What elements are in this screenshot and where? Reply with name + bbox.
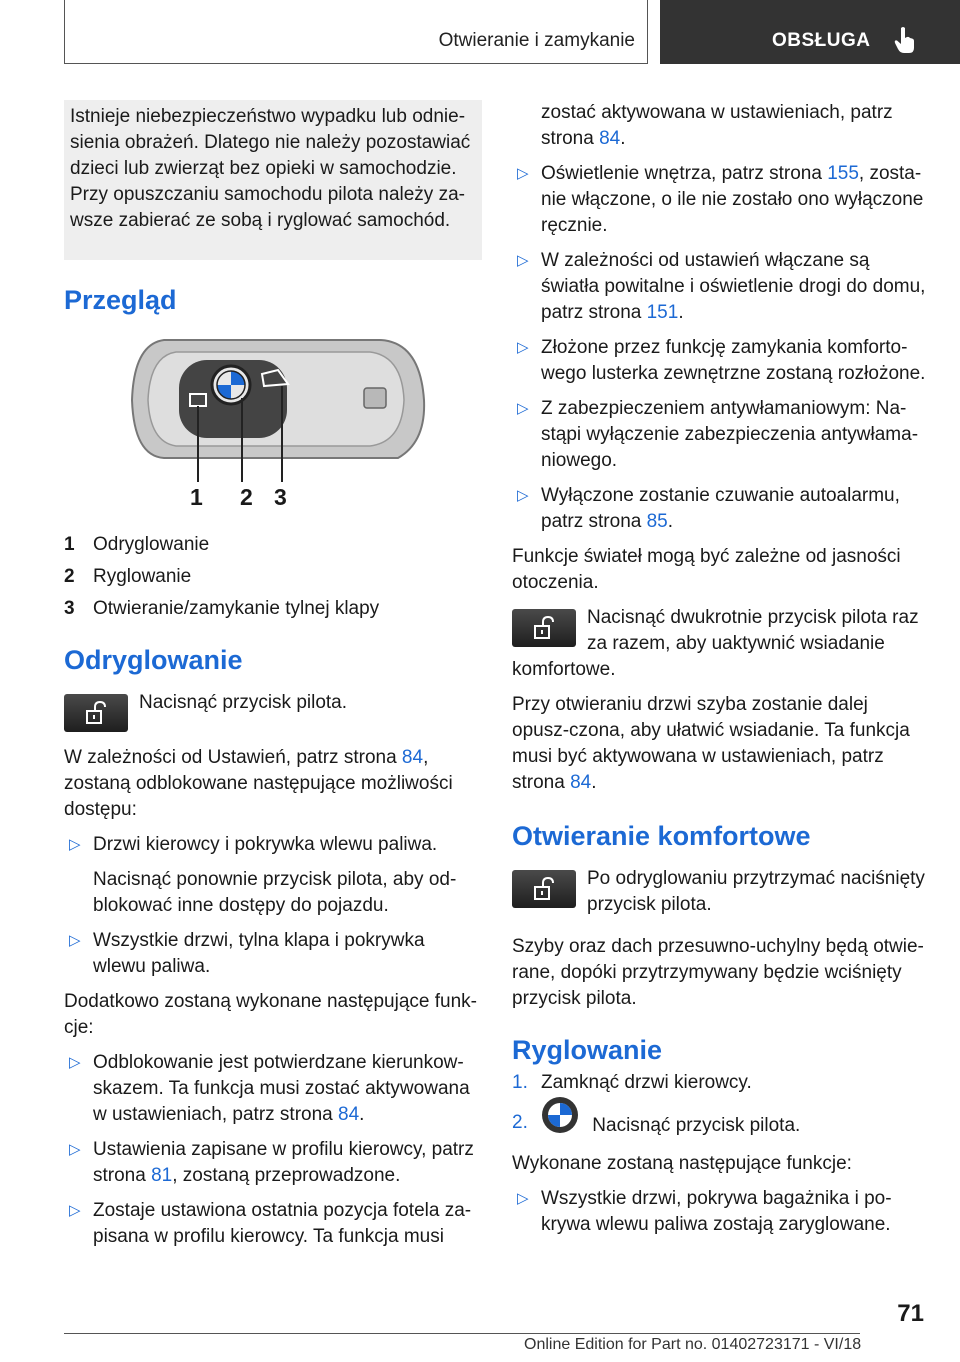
list-item: ▷ Wyłączone zostanie czuwanie autoalarmu, patrz strona 85. — [517, 485, 900, 532]
comfort-button-text: Po odryglowaniu przytrzymać naciśnięty przycisk pilota. — [587, 868, 925, 915]
page-link[interactable]: 84 — [599, 128, 621, 149]
unlock-key-icon — [512, 870, 576, 908]
list-item — [64, 832, 482, 858]
additional-functions: Dodatkowo zostaną wykonane następujące funk-cje: — [64, 991, 477, 1038]
overview-heading: Przegląd — [64, 285, 177, 315]
unlock-button-row — [64, 690, 482, 736]
bullet-triangle-icon: ▷ — [517, 252, 529, 269]
bullet-triangle-icon: ▷ — [517, 165, 529, 182]
legend-item — [64, 532, 482, 558]
list-item-text: Oświetlenie wnętrza, patrz strona — [541, 163, 828, 184]
list-item — [512, 1186, 928, 1238]
list-item — [64, 1198, 482, 1250]
step-item — [512, 1070, 928, 1096]
comfort-heading: Otwieranie komfortowe — [512, 821, 811, 851]
lock-heading: Ryglowanie — [512, 1035, 663, 1065]
edition-note: Online Edition for Part no. 01402723171 - VI/18 — [524, 1336, 862, 1353]
page-link[interactable]: 81 — [151, 1165, 173, 1186]
bullet-triangle-icon: ▷ — [69, 836, 81, 853]
list-item: ▷ W zależności od ustawień włączane są światła powitalne i oświetlenie drogi do domu, patrz strona 151. — [517, 250, 926, 323]
list-subitem — [64, 867, 482, 919]
figure-label-2: 2 — [240, 484, 253, 510]
bullet-triangle-icon: ▷ — [69, 932, 81, 949]
page-link[interactable]: 84 — [401, 747, 424, 768]
warning-text: Istnieje niebezpieczeństwo wypadku lub odnie-sienia obrażeń. Dlatego nie należy pozostawiać dzieci lub zwierząt bez opieki w samochodzie. Przy opuszczaniu samochodu pilota należy za-wsze zabierać ze sobą i ryglować samochód. — [70, 106, 471, 231]
bmw-logo-icon — [541, 1096, 579, 1142]
double-press-row — [512, 605, 928, 683]
legend-item — [64, 564, 482, 590]
unlock-key-icon — [512, 609, 576, 647]
unlock-intro-post: , zostaną odblokowane następujące możliwości dostępu: — [64, 747, 453, 820]
page-link[interactable]: 85 — [646, 511, 668, 532]
legend-text: Otwieranie/zamykanie tylnej klapy — [93, 598, 380, 619]
list-item-text: Drzwi kierowcy i pokrywka wlewu paliwa. — [93, 834, 438, 855]
bullet-triangle-icon: ▷ — [517, 487, 529, 504]
list-item-text: Wszystkie drzwi, pokrywa bagażnika i po-krywa wlewu paliwa zostają zaryglowane. — [541, 1188, 892, 1235]
lock-result: Wykonane zostaną następujące funkcje: — [512, 1153, 852, 1174]
legend-text: Odryglowanie — [93, 534, 210, 555]
bullet-triangle-icon: ▷ — [517, 400, 529, 417]
list-item-text: Złożone przez funkcję zamykania komforto-wego lusterka zewnętrzne zostaną rozłożone. — [541, 337, 926, 384]
list-item-text: , zostaną przeprowadzone. — [172, 1165, 401, 1186]
list-item — [512, 335, 928, 387]
window-note: Przy otwieraniu drzwi szyba zostanie dalej opusz-czona, aby ułatwić wsiadanie. Ta funkcja musi być aktywowana w ustawieniach, patrz strona 84. — [512, 694, 910, 793]
page-link[interactable]: 151 — [646, 302, 679, 323]
section-title-box — [64, 0, 648, 64]
legend-number: 2 — [64, 566, 75, 587]
list-item-text: Wyłączone zostanie czuwanie autoalarmu, patrz strona — [541, 485, 900, 532]
list-item-text: Wszystkie drzwi, tylna klapa i pokrywka wlewu paliwa. — [93, 930, 425, 977]
bullet-triangle-icon: ▷ — [517, 1190, 529, 1207]
pointing-hand-icon — [894, 26, 916, 59]
list-item-text: W zależności od ustawień włączane są światła powitalne i oświetlenie drogi do domu, patrz strona — [541, 250, 926, 323]
legend-item — [64, 596, 482, 622]
unlock-heading: Odryglowanie — [64, 645, 243, 675]
list-item-text: , zosta-nie włączone, o ile nie zostało ono wyłączone ręcznie. — [541, 163, 924, 236]
list-continuation: zostać aktywowana w ustawieniach, patrz strona 84. — [541, 102, 893, 149]
footer-divider — [64, 1333, 860, 1334]
figure-label-3: 3 — [274, 484, 287, 510]
list-item — [64, 928, 482, 980]
list-item: ▷ Odblokowanie jest potwierdzane kierunkow-skazem. Ta funkcja musi zostać aktywowana w ustawieniach, patrz strona 84. — [69, 1052, 470, 1125]
bullet-triangle-icon: ▷ — [69, 1141, 81, 1158]
legend-number: 1 — [64, 534, 75, 555]
window-note-text: Przy otwieraniu drzwi szyba zostanie dalej opusz-czona, aby ułatwić wsiadanie. Ta funkcja musi być aktywowana w ustawieniach, patrz strona — [512, 694, 910, 793]
page-link[interactable]: 155 — [827, 163, 859, 184]
left-column — [64, 100, 482, 1259]
step-item — [512, 1110, 928, 1142]
page-link[interactable]: 84 — [338, 1104, 360, 1125]
unlock-button-text: Nacisnąć przycisk pilota. — [139, 692, 348, 713]
legend-text: Ryglowanie — [93, 566, 192, 587]
step-number: 2. — [512, 1112, 528, 1133]
list-item — [512, 161, 928, 239]
chapter-tab — [660, 0, 960, 64]
legend-number: 3 — [64, 598, 75, 619]
list-item-text: Ustawienia zapisane w profilu kierowcy, patrz strona — [93, 1139, 474, 1186]
page-number: 71 — [897, 1300, 924, 1327]
remote-key-figure — [64, 330, 482, 526]
list-continuation-text: zostać aktywowana w ustawieniach, patrz strona — [541, 102, 893, 149]
unlock-intro-pre: W zależności od Ustawień, patrz strona — [64, 747, 402, 768]
bullet-triangle-icon: ▷ — [69, 1054, 81, 1071]
chapter-tab-label: OBSŁUGA — [772, 30, 871, 51]
list-item-text: Zostaje ustawiona ostatnia pozycja fotela za-pisana w profilu kierowcy. Ta funkcja musi — [93, 1200, 472, 1247]
bullet-triangle-icon: ▷ — [69, 1202, 81, 1219]
section-title: Otwieranie i zamykanie — [438, 30, 635, 51]
list-item — [512, 396, 928, 474]
unlock-key-icon — [64, 694, 128, 732]
list-item — [64, 1137, 482, 1189]
list-item-text: Odblokowanie jest potwierdzane kierunkow-skazem. Ta funkcja musi zostać aktywowana w ustawieniach, patrz strona — [93, 1052, 470, 1125]
step-text: Zamknąć drzwi kierowcy. — [541, 1072, 752, 1093]
bullet-triangle-icon: ▷ — [517, 339, 529, 356]
comfort-button-row — [512, 866, 928, 918]
list-subitem-text: Nacisnąć ponownie przycisk pilota, aby od-blokować inne dostępy do pojazdu. — [93, 869, 457, 916]
step-text: Nacisnąć przycisk pilota. — [592, 1115, 801, 1137]
comfort-text: Szyby oraz dach przesuwno-uchylny będą otwie-rane, dopóki przytrzymywany będzie wciśnięty przycisk pilota. — [512, 936, 924, 1009]
double-press-text: Nacisnąć dwukrotnie przycisk pilota raz za razem, aby uaktywnić wsiadanie komfortowe. — [512, 607, 919, 680]
list-item-text: Z zabezpieczeniem antywłamaniowym: Na-stąpi wyłączenie zabezpieczenia antywłama-niowego. — [541, 398, 919, 471]
unlock-intro — [64, 745, 482, 823]
figure-label-1: 1 — [190, 484, 203, 510]
page-header — [0, 0, 960, 66]
right-column — [512, 100, 928, 1247]
warning-box — [64, 100, 482, 260]
step-number: 1. — [512, 1072, 528, 1093]
lights-note: Funkcje świateł mogą być zależne od jasności otoczenia. — [512, 546, 901, 593]
page-link[interactable]: 84 — [570, 772, 592, 793]
